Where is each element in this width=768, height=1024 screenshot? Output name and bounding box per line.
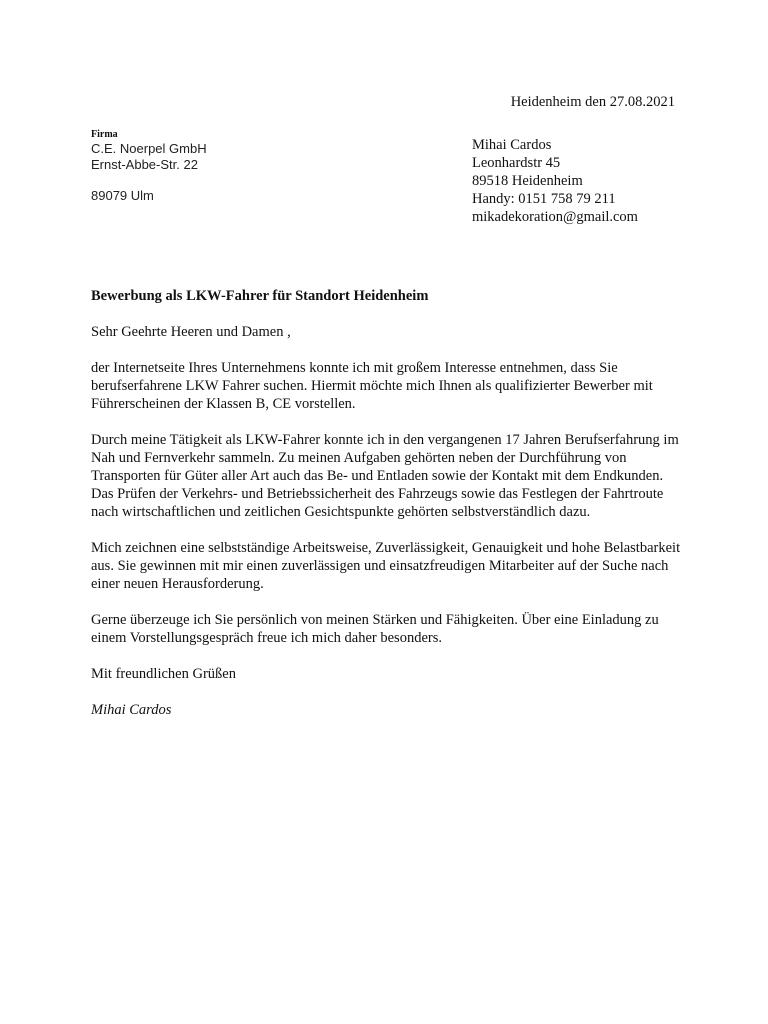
letter-body — [91, 323, 681, 737]
recipient-address — [91, 128, 207, 204]
paragraph: Durch meine Tätigkeit als LKW-Fahrer konnte ich in den vergangenen 17 Jahren Berufserfahrung im Nah und Fernverkehr sammeln. Zu meinen Aufgaben gehörten neben der Durchführung von Transporten für Güter aller Art auch das Be- und Entladen sowie der Kontakt mit dem Endkunden. Das Prüfen der Verkehrs- und Betriebssicherheit des Fahrzeugs sowie das Festlegen der Fahrtroute nach wirtschaftlichen und zeitlichen Gesichtspunkte gehörten selbstverständlich dazu. — [91, 432, 679, 520]
sender-email: mikadekoration@gmail.com — [472, 209, 638, 225]
recipient-label: Firma — [91, 129, 118, 140]
signature: Mihai Cardos — [91, 702, 172, 718]
letter-date: Heidenheim den 27.08.2021 — [510, 94, 675, 110]
salutation: Sehr Geehrte Heeren und Damen , — [91, 324, 291, 340]
paragraph: der Internetseite Ihres Unternehmens konnte ich mit großem Interesse entnehmen, dass Sie berufserfahrene LKW Fahrer suchen. Hiermit möchte mich Ihnen als qualifizierter Bewerber mit Führerscheinen der Klassen B, CE vorstellen. — [91, 360, 653, 412]
sender-street: Leonhardstr 45 — [472, 155, 561, 171]
sender-address — [472, 136, 638, 226]
recipient-company: C.E. Noerpel GmbH — [91, 141, 207, 156]
letter-subject: Bewerbung als LKW-Fahrer für Standort Heidenheim — [91, 288, 429, 304]
recipient-street: Ernst-Abbe-Str. 22 — [91, 157, 198, 172]
sender-phone: Handy: 0151 758 79 211 — [472, 191, 616, 207]
sender-name: Mihai Cardos — [472, 137, 552, 153]
recipient-city: 89079 Ulm — [91, 188, 154, 203]
closing: Mit freundlichen Grüßen — [91, 666, 236, 682]
paragraph: Mich zeichnen eine selbstständige Arbeitsweise, Zuverlässigkeit, Genauigkeit und hohe Belastbarkeit aus. Sie gewinnen mit mir einen zuverlässigen und einsatzfreudigen Mitarbeiter auf der Suche nach einer neuen Herausforderung. — [91, 540, 681, 592]
sender-city: 89518 Heidenheim — [472, 173, 583, 189]
paragraph: Gerne überzeuge ich Sie persönlich von meinen Stärken und Fähigkeiten. Über eine Einladung zu einem Vorstellungsgespräch freue ich mich daher besonders. — [91, 612, 659, 646]
